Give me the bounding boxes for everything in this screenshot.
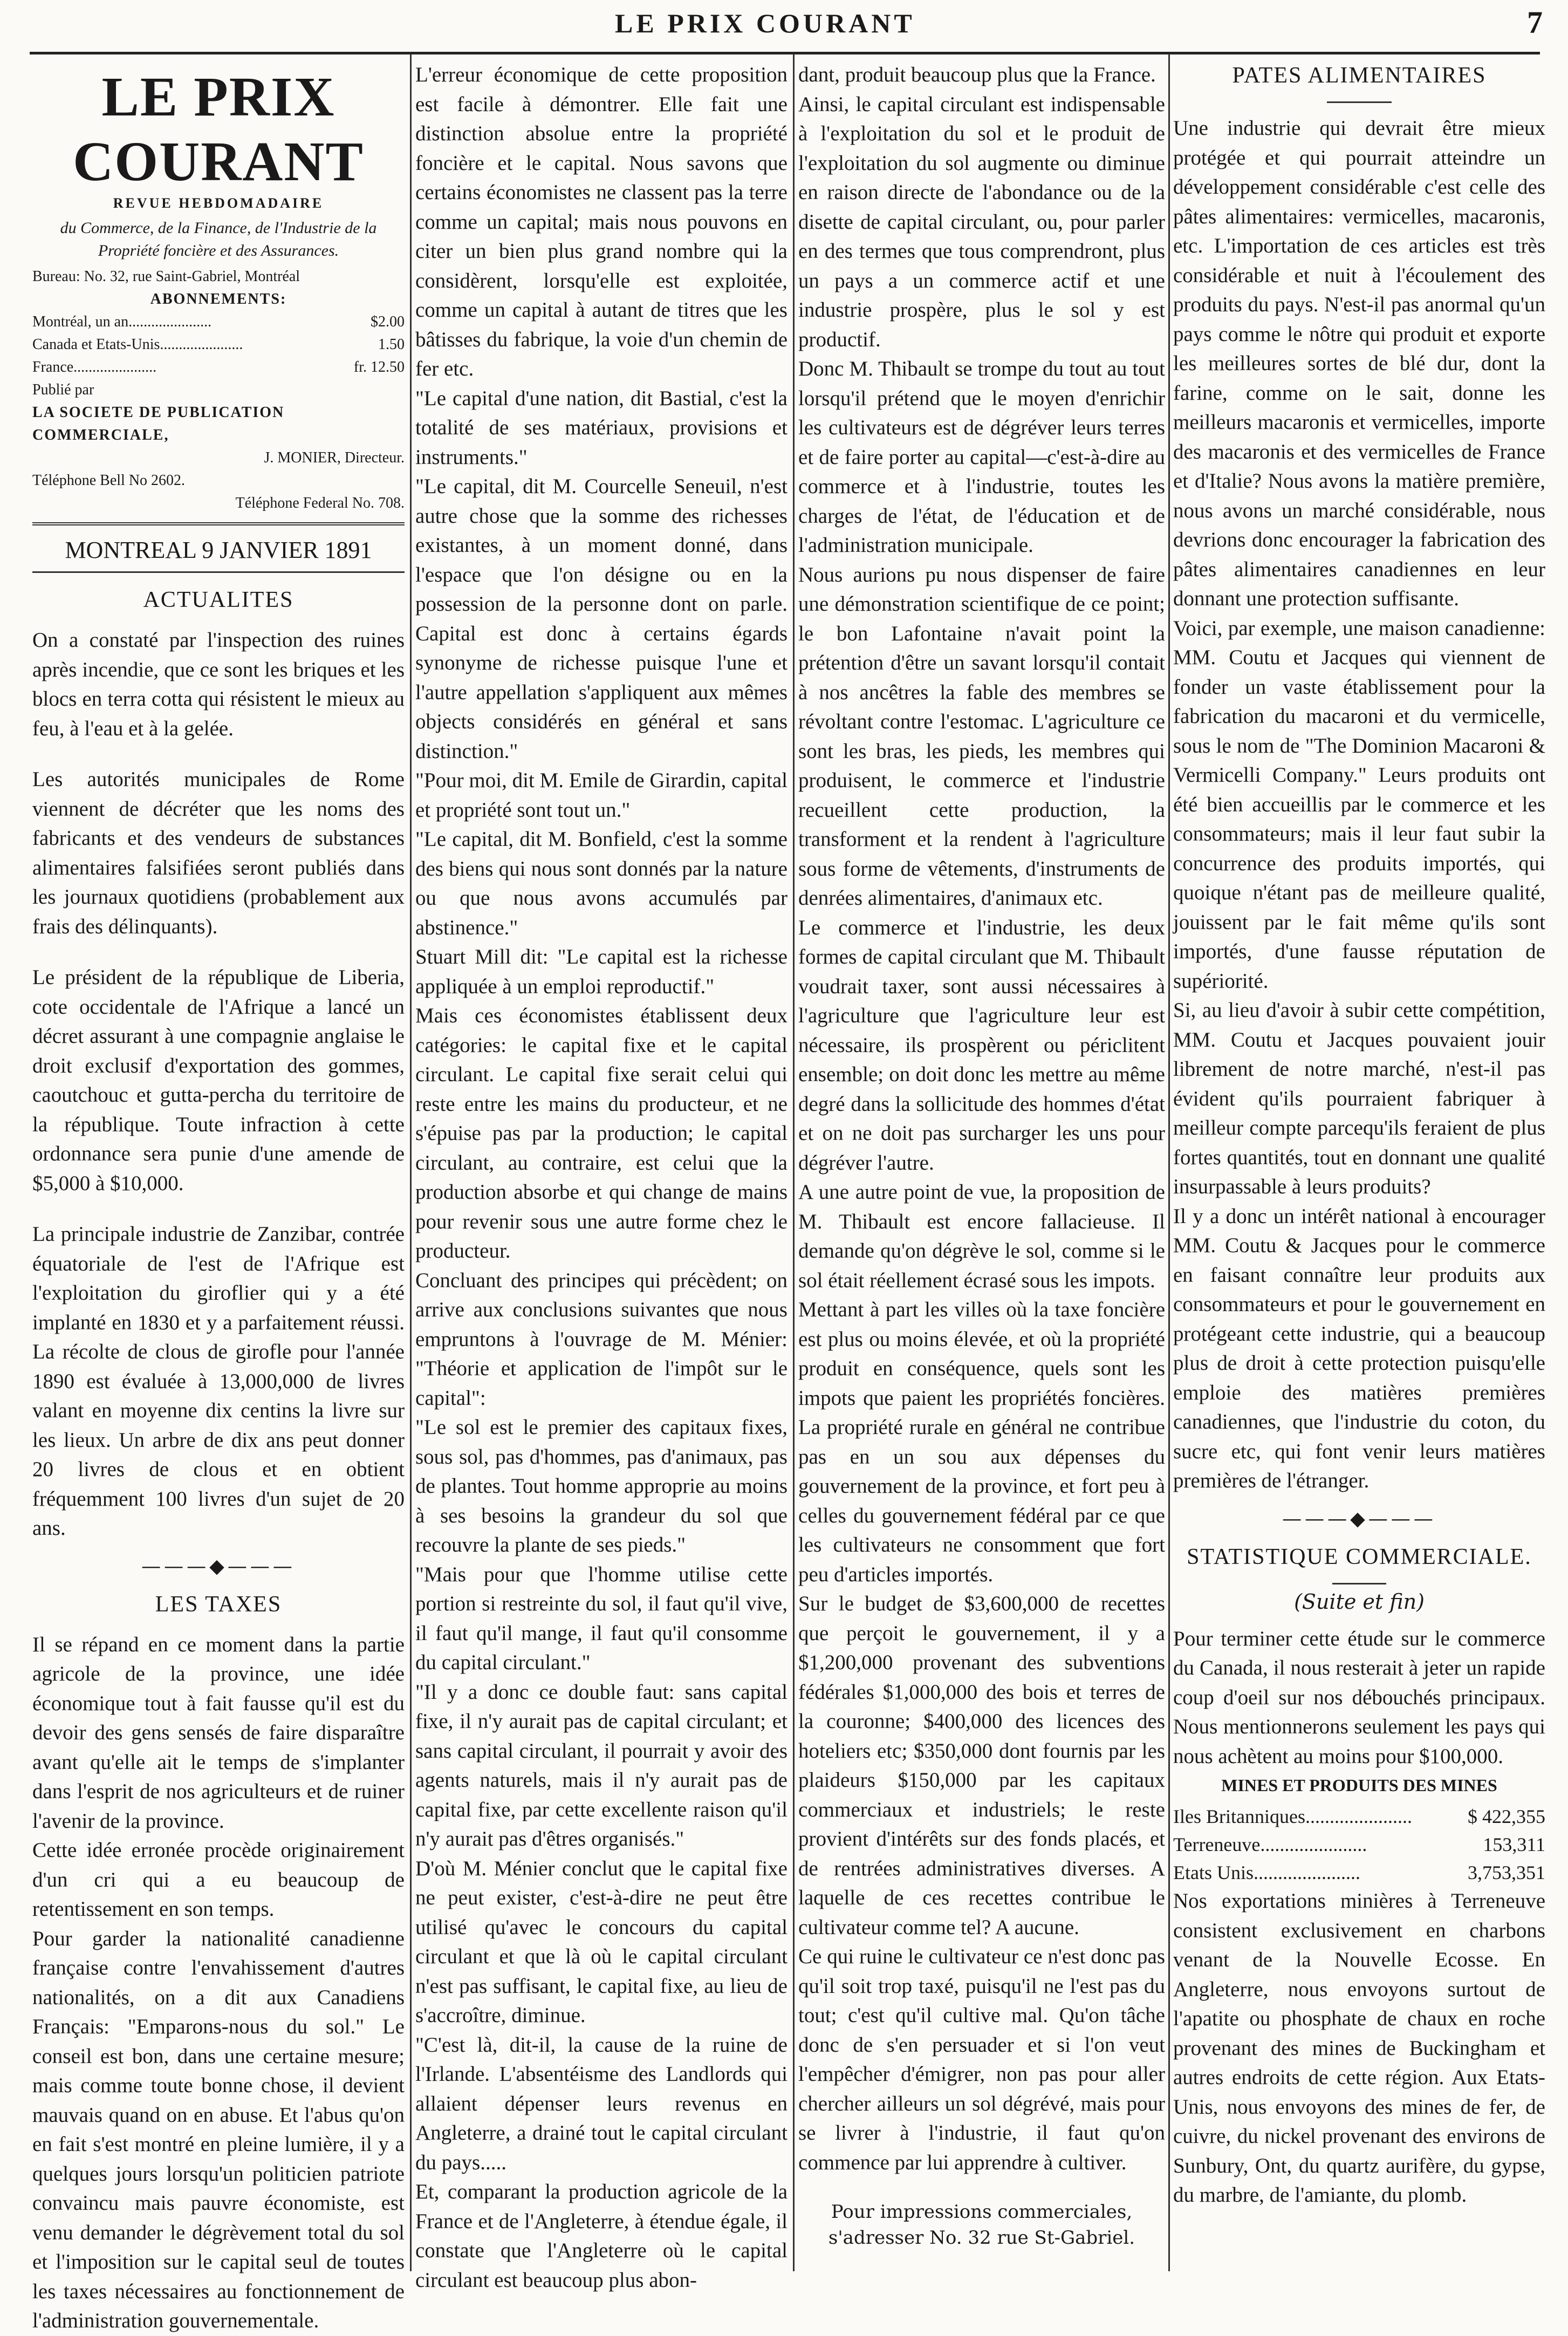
exports-table xyxy=(1173,1771,1545,1887)
subscriptions-heading: ABONNEMENTS: xyxy=(150,291,287,308)
article-paragraph: "Le sol est le premier des capitaux fixes, sous sol, pas d'hommes, pas d'animaux, pas de plantes. Tout homme approprie au moins à ses besoins la grandeur du sol que recouvre la plante de ses pieds." xyxy=(415,1416,788,1556)
article-paragraph: Il y a donc un intérêt national à encourager MM. Coutu & Jacques pour le commerce en faisant connaître leur produits aux consommateurs et pour le gouvernement en protégeant cette industrie, qui a beaucoup plus de droit à cette protection puisqu'elle emploie des matières premières canadiennes, que l'industrie du coton, du sucre etc, qui font venir leurs matières premières de l'étranger. xyxy=(1173,1204,1545,1492)
article-paragraph: Et, comparant la production agricole de la France et de l'Angleterre, à étendue égale, il constate que l'Angleterre où le capital circulant est beaucoup plus abon- xyxy=(415,2180,788,2292)
article-paragraph: Mettant à part les villes où la taxe foncière est plus ou moins élevée, et où la propriété produit en conséquence, quels sont les impots que paient les propriétés foncières. La propriété rurale en général ne contribue pas en un sou aux dépenses du gouvernement de la province, et fort peu à celles du gouvernement fédéral par ce que les cultivateurs ne consomment que fort peu d'articles importés. xyxy=(798,1298,1165,1586)
masthead-description: du Commerce, de la Finance, de l'Industrie de la Propriété foncière et des Assurances. xyxy=(60,219,377,259)
phone-federal: Téléphone Federal No. 708. xyxy=(235,495,405,511)
table-country: Etats Unis...................... xyxy=(1173,1862,1360,1883)
article-paragraph: Le président de la république de Liberia, cote occidentale de l'Afrique a lancé un décret assurant à une compagnie anglaise le droit exclusif d'exportation des gommes, caoutchouc et gutta-percha du territoire de la république. Toute infraction à cette ordonnance sera punie d'une amende de $5,000 à $10,000. xyxy=(32,966,405,1195)
ornament-divider: ———◆——— xyxy=(141,1555,296,1577)
article-paragraph: Sur le budget de $3,600,000 de recettes que perçoit le gouvernement, il y a $1,200,000 provenant des subventions fédérales $1,000,000 des bois et terres de la couronne; $400,000 des licences des hoteliers etc; $350,000 dont fournis par les plaideurs $150,000 par les capitaux commerciaux et industriels; le reste provient d'intérêts sur des fonds placés, et de rentrées administratives diverses. A laquelle de ces recettes contribue le cultivateur comme tel? A aucune. xyxy=(798,1592,1165,1939)
article-paragraph: Ainsi, le capital circulant est indispensable à l'exploitation du sol et le produit de l'exploitation du sol augmente ou diminue en raison directe de l'abondance ou de la disette de capital circulant, ou, pour parler en des termes que tous comprendront, plus un pays a un commerce actif et une industrie prospère, plus le sol y est productif. xyxy=(798,92,1165,351)
article-paragraph: Mais ces économistes établissent deux catégories: le capital fixe et le capital circulant. Le capital fixe serait celui qui reste entre les mains du producteur, et ne s'épuise pas par la production; le capital circulant, au contraire, est celui que la production absorbe et qui change de mains pour revenir sous une autre forme chez le producteur. xyxy=(415,1004,788,1262)
divider xyxy=(1332,1583,1386,1584)
article-paragraph: Ce qui ruine le cultivateur ce n'est donc pas qu'il soit trop taxé, puisqu'il ne l'est pas du tout; c'est qu'il cultive mal. Qu'on tâche donc de s'en persuader et si l'on veut l'empêcher d'émigrer, non pas pour aller chercher ailleurs un sol dégrévé, mais pour se livrer à l'industrie, il faut qu'on commence par lui apprendre à cultiver. xyxy=(798,1945,1165,2174)
masthead-subtitle: REVUE HEBDOMADAIRE xyxy=(113,195,324,211)
divider xyxy=(1327,101,1392,103)
rate-label: Canada et Etats-Unis...................... xyxy=(32,336,243,353)
column-1 xyxy=(32,60,405,2332)
table-value: 153,311 xyxy=(1483,1834,1545,1855)
article-paragraph: Une industrie qui devrait être mieux protégée et qui pourrait atteindre un développement considérable c'est celle des pâtes alimentaires: vermicelles, macaronis, etc. L'importation de ces articles est très considérable et nuit à l'écoulement des produits du pays. N'est-il pas anormal qu'un pays comme le nôtre qui produit et exporte les meilleures sortes de blé dur, dont la farine, comme on le sait, donne les meilleurs macaronis et vermicelles, importe des macaronis et des vermicelles de France et d'Italie? Nous avons la matière première, nous avons un marché considérable, nous devrions donc encourager la fabrication des pâtes alimentaires canadiennes en leur donnant une protection suffisante. xyxy=(1173,117,1545,610)
article-paragraph: Pour garder la nationalité canadienne française contre l'envahissement d'autres nationalités, on a dit aux Canadiens Français: "Emparons-nous du sol." Le conseil est bon, dans une certaine mesure; mais comme toute bonne chose, il devient mauvais quand on en abuse. Et l'abus qu'on en fait s'est montré en pleine lumière, il y a quelques jours lorsqu'un politicien patriote convaincu mais pauvre économiste, est venu demander le dégrèvement total du sol et l'imposition sur le capital seul de toutes les taxes nécessaires au fonctionnement de l'administration gouvernementale. xyxy=(32,1927,405,2332)
printing-notice: Pour impressions commerciales, s'adresser No. 32 rue St-Gabriel. xyxy=(828,2201,1135,2249)
divider xyxy=(32,522,405,525)
article-paragraph: L'erreur économique de cette proposition est facile à démontrer. Elle fait une distinction absolue entre la propriété foncière et le capital. Nous savons que certains économistes ne classent pas la terre comme un capital; mais nous pouvons en citer un bien plus grand nombre qui la considèrent, lorsqu'elle est exploitée, comme un capital à autant de titres que les bâtisses du fabrique, la voie d'un chemin de fer etc. xyxy=(415,63,788,380)
article-paragraph: Donc M. Thibault se trompe du tout au tout lorsqu'il prétend que le moyen d'enrichir les cultivateurs est de dégréver leurs terres et de faire porter au capital—c'est-à-dire au commerce et à l'industrie, toutes les charges de l'état, de l'éducation et de l'administration municipale. xyxy=(798,357,1165,557)
rate-row xyxy=(32,333,405,356)
section-heading-taxes: LES TAXES xyxy=(155,1592,282,1617)
article-paragraph: La principale industrie de Zanzibar, contrée équatoriale de l'est de l'Afrique est l'exploitation du giroflier qui y a été implanté en 1830 et y a parfaitement réussi. La récolte de clous de girofle pour l'année 1890 est évaluée à 13,000,000 de livres valant en moyenne dix centins la livre sur les lieux. Un arbre de dix ans peut donner 20 livres de clous et en obtient fréquemment 100 livres d'un sujet de 20 ans. xyxy=(32,1222,405,1540)
article-paragraph: "Le capital d'une nation, dit Bastial, c'est la totalité de ses matériaux, provisions et instruments." xyxy=(415,386,788,469)
article-paragraph: Concluant des principes qui précèdent; on arrive aux conclusions suivantes que nous empruntons à l'ouvrage de M. Ménier: "Théorie et application de l'impôt sur le capital": xyxy=(415,1268,788,1410)
masthead xyxy=(32,65,405,262)
rate-price: 1.50 xyxy=(378,336,405,353)
article-paragraph: Il se répand en ce moment dans la partie agricole de la province, une idée économique tout à fait fausse qu'il est du devoir des gens sensés de faire disparaître avant qu'elle ait le temps de s'implanter dans l'esprit de nos agriculteurs et de ruiner l'avenir de la province. xyxy=(32,1633,405,1833)
column-rule xyxy=(410,54,412,2271)
article-paragraph: dant, produit beaucoup plus que la France. xyxy=(798,63,1156,86)
article-paragraph: Si, au lieu d'avoir à subir cette compétition, MM. Coutu et Jacques pouvaient jouir librement de notre marché, n'est-il pas évident qu'ils pourraient fabriquer à meilleur compte parcequ'ils feraient de plus fortes quantités, tout en donnant une qualité insurpassable à leurs produits? xyxy=(1173,999,1545,1198)
article-paragraph: D'où M. Ménier conclut que le capital fixe ne peut exister, c'est-à-dire ne peut être utilisé qu'avec le concours du capital circulant et que là où le capital circulant n'est pas suffisant, le capital fixe, au lieu de s'accroître, diminue. xyxy=(415,1856,788,2027)
rate-row xyxy=(32,311,405,333)
article-paragraph: Le commerce et l'industrie, les deux formes de capital circulant que M. Thibault voudrait taxer, sont aussi nécessaires à l'agriculture que l'agriculture leur est nécessaire, ils prospèrent ou périclitent ensemble; on doit donc les mettre au même degré dans la sollicitude des hommes d'état et on ne doit pas surcharger les uns pour dégréver l'autre. xyxy=(798,916,1165,1174)
divider xyxy=(32,571,405,573)
table-row xyxy=(1173,1802,1545,1830)
section-heading-pates: PATES ALIMENTAIRES xyxy=(1232,63,1487,88)
publisher-label: Publié par xyxy=(32,381,94,398)
section-heading-actualites: ACTUALITES xyxy=(143,588,294,612)
article-paragraph: "C'est là, dit-il, la cause de la ruine de l'Irlande. L'absentéisme des Landlords qui allaient dépenser leurs revenus en Angleterre, a drainé tout le capital circulant du pays..... xyxy=(415,2033,788,2174)
column-3 xyxy=(798,60,1165,2272)
director: J. MONIER, Directeur. xyxy=(264,449,405,466)
table-heading: MINES ET PRODUITS DES MINES xyxy=(1221,1775,1497,1795)
running-header xyxy=(32,4,1543,53)
table-country: Iles Britanniques...................... xyxy=(1173,1806,1412,1827)
issue-date: MONTREAL 9 JANVIER 1891 xyxy=(65,537,372,563)
table-row xyxy=(1173,1859,1545,1887)
table-value: 3,753,351 xyxy=(1468,1862,1545,1883)
rate-price: fr. 12.50 xyxy=(353,359,405,375)
section-subtitle: (Suite et fin) xyxy=(1294,1589,1425,1614)
page-number: 7 xyxy=(1527,5,1543,40)
column-4 xyxy=(1173,60,1545,2272)
article-paragraph: Cette idée erronée procède originairement d'un cri qui a eu beaucoup de retentissement en son temps. xyxy=(32,1839,405,1921)
section-heading-statistique: STATISTIQUE COMMERCIALE. xyxy=(1187,1544,1532,1569)
table-row xyxy=(1173,1830,1545,1859)
article-paragraph: "Le capital, dit M. Courcelle Seneuil, n'est autre chose que la somme des richesses existantes, à un moment donné, dans l'espace que l'on désigne ou en la possession de la personne dont on parle. Capital est donc à certains égards synonyme de richesse puisque l'une et l'autre appellation s'appliquent aux mêmes objects considérés en général et sans distinction." xyxy=(415,475,788,763)
article-paragraph: "Mais pour que l'homme utilise cette portion si restreinte du sol, il faut qu'il vive, il faut qu'il mange, il faut qu'il consomme du capital circulant." xyxy=(415,1562,788,1674)
masthead-title: LE PRIX COURANT xyxy=(73,66,364,193)
table-value: $ 422,355 xyxy=(1468,1806,1545,1827)
column-rule xyxy=(793,54,795,2271)
rate-row xyxy=(32,356,405,379)
phone-bell: Téléphone Bell No 2602. xyxy=(32,472,186,489)
top-rule xyxy=(30,52,1540,54)
rate-price: $2.00 xyxy=(371,313,405,330)
article-paragraph: Nos exportations minières à Terreneuve consistent exclusivement en charbons venant de la Nouvelle Ecosse. En Angleterre, nous envoyons surtout de l'apatite ou phosphate de chaux en roche provenant des mines de Buckingham et autres endroits de cette région. Aux Etats-Unis, nous envoyons des mines de fer, de cuivre, du nickel provenant des environs de Sunbury, Ont, du quartz aurifère, du gypse, du marbre, de l'amiante, du plomb. xyxy=(1173,1889,1545,2207)
running-title: LE PRIX COURANT xyxy=(615,8,915,38)
ornament-divider: ———◆——— xyxy=(1282,1507,1436,1530)
article-paragraph: Voici, par exemple, une maison canadienne: MM. Coutu et Jacques qui viennent de fonder un vaste établissement pour la fabrication du macaroni et du vermicelle, sous le nom de "The Dominion Macaroni & Vermicelli Company." Leurs produits ont été bien accueillis par le commerce et les consommateurs; mais il leur faut subir la concurrence des produits importés, qui quoique n'étant pas de meilleure qualité, jouissent par le fait même qu'ils sont importés, d'une fausse réputation de supériorité. xyxy=(1173,616,1545,993)
table-country: Terreneuve...................... xyxy=(1173,1834,1367,1855)
article-paragraph: Pour terminer cette étude sur le commerce du Canada, il nous resterait à jeter un rapide coup d'oeil sur nos débouchés principaux. Nous mentionnerons seulement les pays qui nous achètent au moins pour $100,000. xyxy=(1173,1627,1545,1768)
column-2 xyxy=(415,60,788,2292)
column-rule xyxy=(1168,54,1170,2271)
article-paragraph: A une autre point de vue, la proposition de M. Thibault est encore fallacieuse. Il demande qu'on dégrève le sol, comme si le sol était réellement écrasé sous les impots. xyxy=(798,1180,1165,1292)
rate-label: Montréal, un an...................... xyxy=(32,313,212,330)
article-paragraph: "Il y a donc ce double faut: sans capital fixe, il n'y aurait pas de capital circulant; et sans capital circulant, il pourrait y avoir des agents naturels, mais il n'y aurait pas de capital fixe, par cette excellente raison qu'il n'y aurait pas d'êtres organisés." xyxy=(415,1680,788,1850)
article-paragraph: Stuart Mill dit: "Le capital est la richesse appliquée à un emploi reproductif." xyxy=(415,945,788,998)
article-paragraph: On a constaté par l'inspection des ruines après incendie, que ce sont les briques et les blocs en terra cotta qui résistent le mieux au feu, à l'eau et à la gelée. xyxy=(32,629,405,740)
article-paragraph: "Pour moi, dit M. Emile de Girardin, capital et propriété sont tout un." xyxy=(415,769,788,822)
publisher-name: LA SOCIETE DE PUBLICATION COMMERCIALE, xyxy=(32,404,285,443)
article-paragraph: "Le capital, dit M. Bonfield, c'est la somme des biens qui nous sont donnés par la nature ou que nous avons accumulés par abstinence." xyxy=(415,828,788,939)
rate-label: France...................... xyxy=(32,359,157,375)
article-paragraph: Les autorités municipales de Rome viennent de décréter que les noms des fabricants et des vendeurs de substances alimentaires falsifiées seront publiés dans les journaux quotidiens (probablement aux frais des délinquants). xyxy=(32,768,405,938)
bureau-address: Bureau: No. 32, rue Saint-Gabriel, Montréal xyxy=(32,268,300,285)
article-paragraph: Nous aurions pu nous dispenser de faire une démonstration scientifique de ce point; le bon Lafontaine n'avait point la prétention d'être un savant lorsqu'il contait à nos ancêtres la fable des membres se révoltant contre l'estomac. L'agriculture ce sont les bras, les pieds, les membres qui produisent, le commerce et l'industrie recueillent cette production, la transforment et la rendent à l'agriculture sous forme de vêtements, d'instruments de denrées alimentaires, d'animaux etc. xyxy=(798,563,1165,910)
